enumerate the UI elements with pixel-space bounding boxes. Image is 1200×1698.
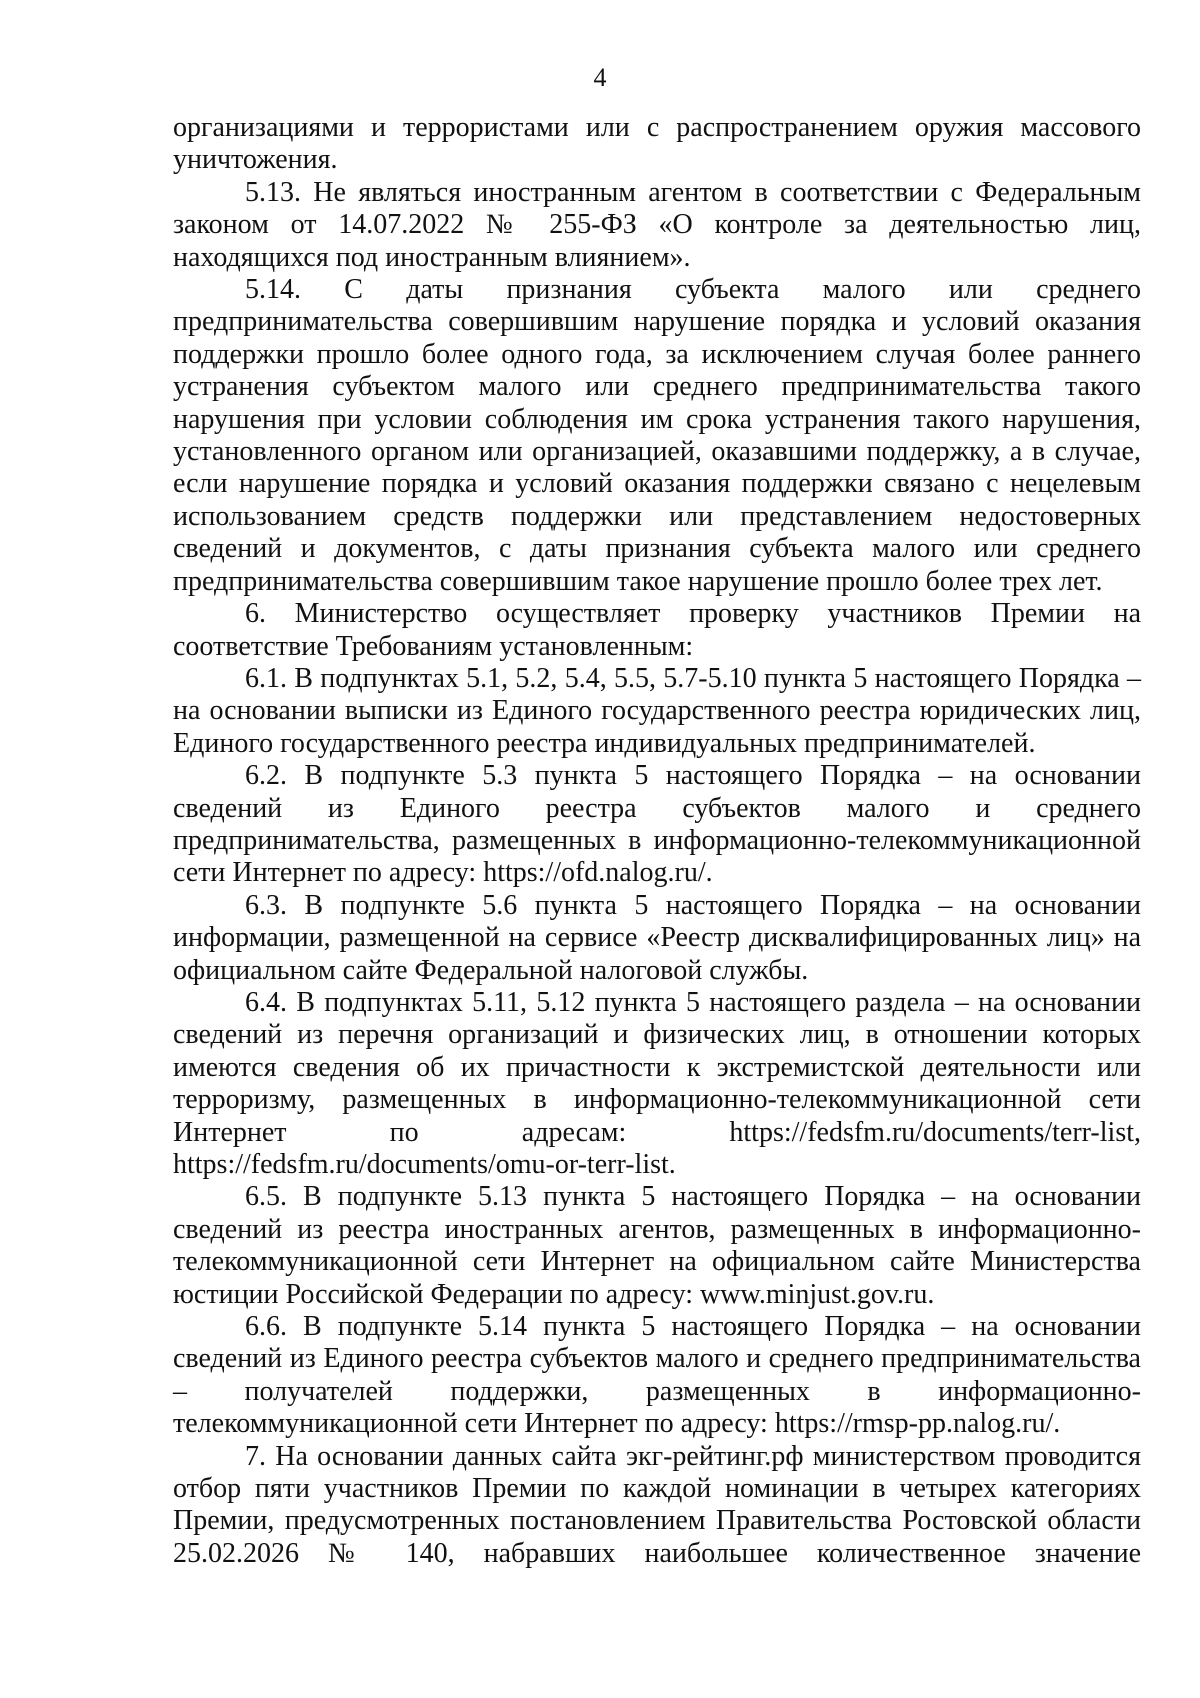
paragraph-continuation: организациями и террористами или с распространением оружия массового уничтожения. [173, 112, 1141, 176]
paragraph-7: 7. На основании данных сайта экг-рейтинг.рф министерством проводится отбор пяти участников Премии по каждой номинации в четырех категориях Премии, предусмотренных постановлением Правительства Ростовской области 25.02.2026 № 140, набравших наибольшее количественное значение [173, 1440, 1141, 1569]
paragraph-5-14: 5.14. С даты признания субъекта малого или среднего предпринимательства совершившим нарушение порядка и условий оказания поддержки прошло более одного года, за исключением случая более раннего устранения субъектом малого или среднего предпринимательства такого нарушения при условии соблюдения им срока устранения такого нарушения, установленного органом или организацией, оказавшими поддержку, а в случае, если нарушение порядка и условий оказания поддержки связано с нецелевым использованием средств поддержки или представлением недостоверных сведений и документов, с даты признания субъекта малого или среднего предпринимательства совершившим такое нарушение прошло более трех лет. [173, 274, 1141, 597]
page-number: 4 [593, 63, 607, 92]
paragraph-5-13: 5.13. Не являться иностранным агентом в соответствии с Федеральным законом от 14.07.2022 № 255-ФЗ «О контроле за деятельностью лиц, находящихся под иностранным влиянием». [173, 176, 1141, 273]
paragraph-6-3: 6.3. В подпункте 5.6 пункта 5 настоящего Порядка – на основании информации, размещенной на сервисе «Реестр дисквалифицированных лиц» на официальном сайте Федеральной налоговой службы. [173, 889, 1141, 986]
paragraph-6-5: 6.5. В подпункте 5.13 пункта 5 настоящего Порядка – на основании сведений из реестра иностранных агентов, размещенных в информационно-телекоммуникационной сети Интернет на официальном сайте Министерства юстиции Российской Федерации по адресу: www.minjust.gov.ru. [173, 1181, 1141, 1310]
paragraph-6-4: 6.4. В подпунктах 5.11, 5.12 пункта 5 настоящего раздела – на основании сведений из перечня организаций и физических лиц, в отношении которых имеются сведения об их причастности к экстремистской деятельности или терроризму, размещенных в информационно-телекоммуникационной сети Интернет по адресам: https://fedsfm.ru/documents/terr-list, https://fedsfm.ru/documents/omu-or-terr-list. [173, 986, 1141, 1180]
paragraph-6: 6. Министерство осуществляет проверку участников Премии на соответствие Требованиям установленным: [173, 598, 1141, 662]
document-body [173, 112, 1141, 1570]
paragraph-6-6: 6.6. В подпункте 5.14 пункта 5 настоящего Порядка – на основании сведений из Единого реестра субъектов малого и среднего предпринимательства – получателей поддержки, размещенных в информационно-телекоммуникационной сети Интернет по адресу: https://rmsp-pp.nalog.ru/. [173, 1311, 1141, 1440]
paragraph-6-1: 6.1. В подпунктах 5.1, 5.2, 5.4, 5.5, 5.7-5.10 пункта 5 настоящего Порядка – на основании выписки из Единого государственного реестра юридических лиц, Единого государственного реестра индивидуальных предпринимателей. [173, 662, 1141, 759]
paragraph-6-2: 6.2. В подпункте 5.3 пункта 5 настоящего Порядка – на основании сведений из Единого реестра субъектов малого и среднего предпринимательства, размещенных в информационно-телекоммуникационной сети Интернет по адресу: https://ofd.nalog.ru/. [173, 760, 1141, 889]
